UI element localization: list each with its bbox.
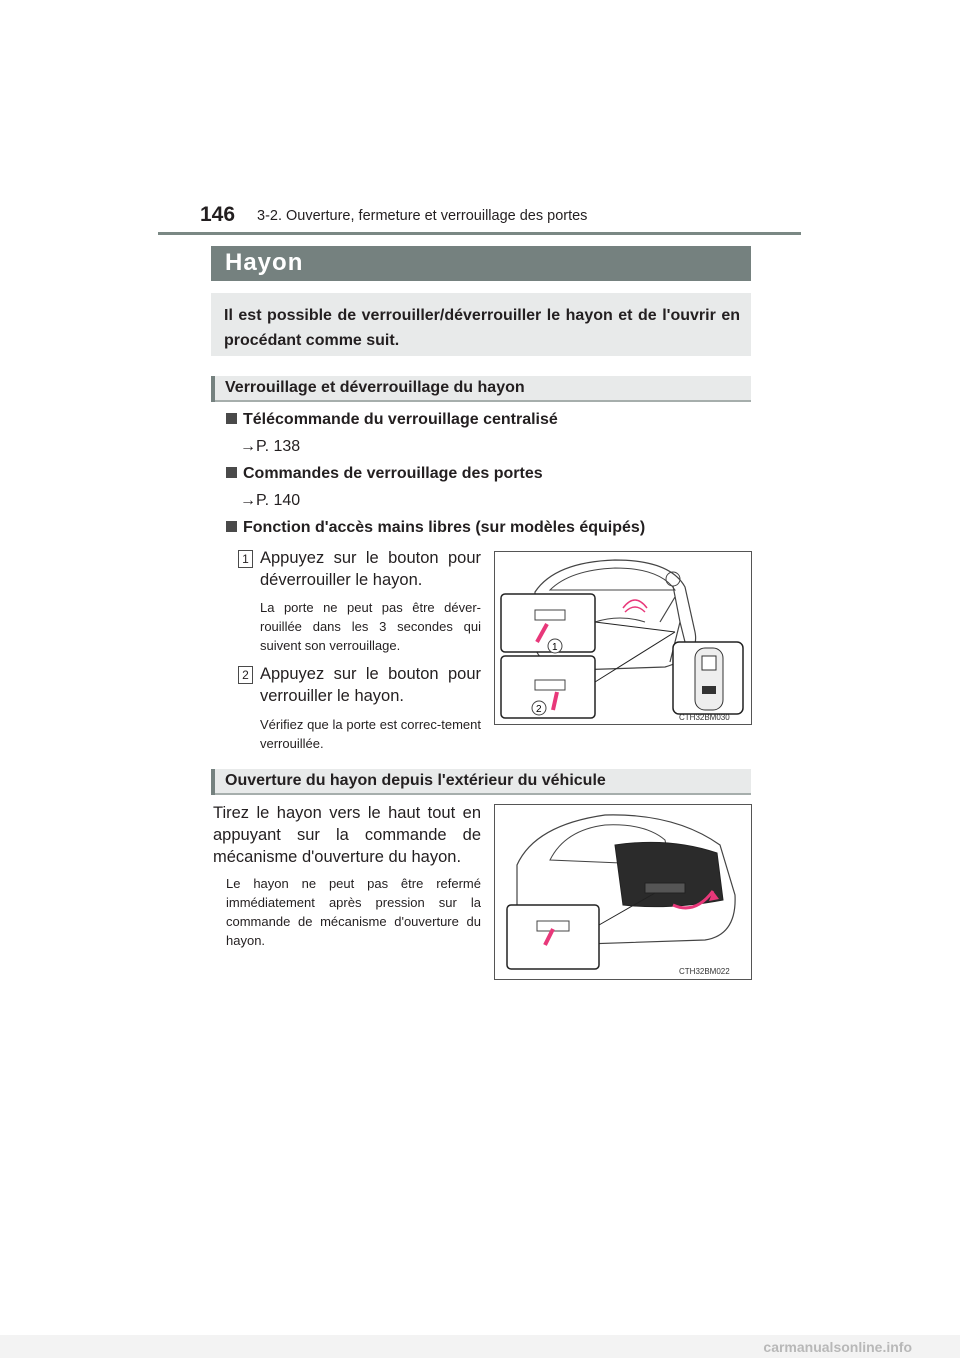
hatch-smart-entry-drawing bbox=[495, 552, 751, 724]
section-heading-label: Ouverture du hayon depuis l'extérieur du véhicule bbox=[225, 772, 606, 789]
page-title: Hayon bbox=[225, 249, 304, 276]
bullet-door-switch bbox=[226, 465, 543, 483]
bullet-smart-entry bbox=[226, 519, 645, 537]
bullet-label: Télécommande du verrouillage centralisé bbox=[243, 411, 558, 428]
square-bullet-icon bbox=[226, 467, 237, 478]
section-heading-lock-unlock bbox=[211, 376, 751, 402]
figure-code: CTH32BM030 bbox=[679, 713, 730, 722]
illustration-rear-hatch-smart-entry bbox=[494, 551, 752, 725]
callout-2: 2 bbox=[536, 704, 542, 715]
bullet-remote bbox=[226, 411, 558, 429]
footer-watermark[interactable]: carmanualsonline.info bbox=[763, 1339, 912, 1355]
page-ref-link[interactable]: →P. 140 bbox=[240, 492, 301, 509]
chapter-heading: 3-2. Ouverture, fermeture et verrouillage des portes bbox=[257, 208, 588, 224]
section-accent bbox=[211, 376, 215, 402]
section-accent bbox=[211, 769, 215, 795]
figure-code: CTH32BM022 bbox=[679, 967, 730, 976]
header-rule bbox=[158, 232, 801, 235]
bullet-label: Fonction d'accès mains libres (sur modèles équipés) bbox=[243, 519, 646, 536]
step-1-note: La porte ne peut pas être déver-rouillée dans les 3 secondes qui suivent son verrouillage. bbox=[260, 600, 481, 653]
bullet-label: Commandes de verrouillage des portes bbox=[243, 465, 543, 482]
square-bullet-icon bbox=[226, 521, 237, 532]
square-bullet-icon bbox=[226, 413, 237, 424]
step-2-note: Vérifiez que la porte est correc-tement verrouillée. bbox=[260, 717, 481, 751]
section-heading-label: Verrouillage et déverrouillage du hayon bbox=[225, 379, 525, 396]
section-heading-open-outside bbox=[211, 769, 751, 795]
page-ref-link[interactable]: →P. 138 bbox=[240, 438, 301, 455]
step-1-text: Appuyez sur le bouton pour déverrouiller le hayon. bbox=[260, 549, 481, 589]
illustration-rear-hatch-open bbox=[494, 804, 752, 980]
step-number-2: 2 bbox=[238, 666, 253, 684]
step-2-text: Appuyez sur le bouton pour verrouiller le hayon. bbox=[260, 665, 481, 705]
page-number: 146 bbox=[200, 203, 236, 226]
open-instruction-text: Tirez le hayon vers le haut tout en appuyant sur la commande de mécanisme d'ouverture du hayon. bbox=[213, 804, 481, 866]
intro-text: Il est possible de verrouiller/déverrouiller le hayon et de l'ouvrir en procédant comme suit. bbox=[224, 307, 740, 349]
step-number-1: 1 bbox=[238, 550, 253, 568]
open-instruction-note: Le hayon ne peut pas être refermé immédiatement après pression sur la commande de mécanisme d'ouverture du hayon. bbox=[226, 876, 481, 948]
callout-1: 1 bbox=[552, 642, 558, 653]
hatch-open-drawing bbox=[495, 805, 751, 979]
